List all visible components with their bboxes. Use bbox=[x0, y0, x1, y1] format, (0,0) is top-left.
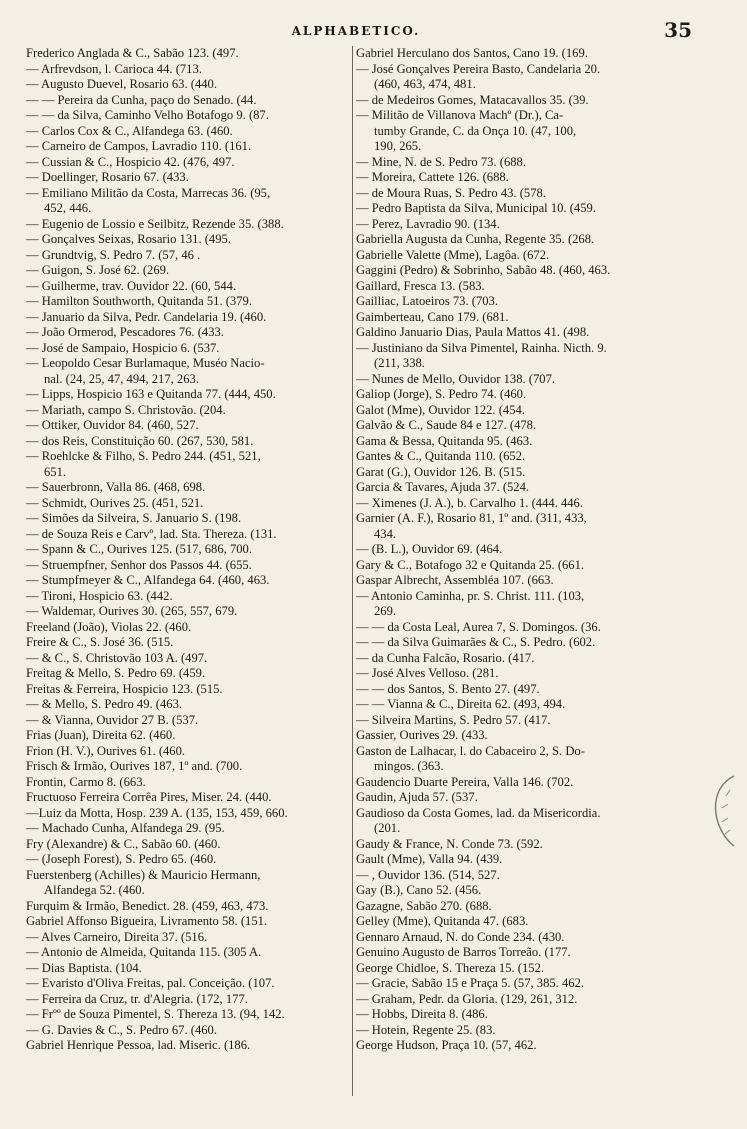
directory-entry: — Perez, Lavradio 90. (134. bbox=[356, 216, 500, 231]
directory-entry: — Sauerbronn, Valla 86. (468, 698. bbox=[26, 480, 206, 494]
directory-entry: — Januario da Silva, Pedr. Candelaria 19. (460. bbox=[26, 309, 267, 324]
directory-entry: Frisch & Irmão, Ourives 187, 1º and. (700. bbox=[26, 759, 243, 773]
directory-entry: Gay (B.), Cano 52. (456. bbox=[356, 883, 482, 897]
directory-entry: — Doellinger, Rosario 67. (433. bbox=[26, 170, 189, 184]
directory-entry: Gennaro Arnaud, N. do Conde 234. (430. bbox=[356, 929, 565, 944]
directory-entry: Furquim & Irmão, Benedict. 28. (459, 463, 473. bbox=[26, 898, 269, 913]
directory-entry: Gazagne, Sabão 270. (688. bbox=[356, 898, 492, 913]
directory-entry: — — Pereira da Cunha, paço do Senado. (44. bbox=[26, 92, 257, 107]
directory-entry: —Luiz da Motta, Hosp. 239 A. (135, 153, 459, 660. bbox=[26, 805, 288, 820]
directory-entry: — Militão de Villanova Machº (Dr.), Ca- bbox=[356, 108, 564, 122]
directory-entry: — Waldemar, Ourives 30. (265, 557, 679. bbox=[26, 604, 238, 618]
directory-entry: — Alves Carneiro, Direita 37. (516. bbox=[26, 929, 208, 944]
column-divider bbox=[352, 46, 353, 1096]
directory-entry: George Hudson, Praça 10. (57, 462. bbox=[356, 1038, 537, 1052]
directory-entry: — & Vianna, Ouvidor 27 B. (537. bbox=[26, 712, 199, 727]
directory-entry: Frontin, Carmo 8. (663. bbox=[26, 774, 146, 789]
directory-entry: — Carneiro de Campos, Lavradio 110. (161. bbox=[26, 139, 252, 153]
directory-entry: — João Ormerod, Pescadores 76. (433. bbox=[26, 325, 224, 339]
directory-entry: — , Ouvidor 136. (514, 527. bbox=[356, 867, 500, 882]
page-header bbox=[26, 18, 692, 44]
directory-entry: nal. (24, 25, 47, 494, 217, 263. bbox=[44, 371, 199, 386]
directory-entry: Galiop (Jorge), S. Pedro 74. (460. bbox=[356, 387, 527, 401]
directory-entry: Gabriel Affonso Bigueira, Livramento 58. (151. bbox=[26, 914, 268, 928]
directory-entry: — G. Davies & C., S. Pedro 67. (460. bbox=[26, 1022, 217, 1037]
directory-entry: — Gonçalves Seixas, Rosario 131. (495. bbox=[26, 232, 231, 246]
directory-entry: Gassier, Ourives 29. (433. bbox=[356, 728, 488, 742]
directory-entry: — Antonio de Almeida, Quitanda 115. (305 A. bbox=[26, 945, 262, 959]
directory-entry: — Carlos Cox & C., Alfandega 63. (460. bbox=[26, 123, 233, 138]
directory-entry: — Grundtvig, S. Pedro 7. (57, 46 . bbox=[26, 247, 201, 262]
directory-entry: — Struempfner, Senhor dos Passos 44. (655. bbox=[26, 557, 252, 572]
directory-entry: Gaudy & France, N. Conde 73. (592. bbox=[356, 836, 543, 851]
directory-entry: Gama & Bessa, Quitanda 95. (463. bbox=[356, 433, 533, 448]
directory-entry: — José de Sampaio, Hospicio 6. (537. bbox=[26, 340, 220, 355]
directory-entry: — José Alves Velloso. (281. bbox=[356, 666, 499, 680]
directory-entry: 434. bbox=[374, 526, 397, 541]
directory-entry: — Ferreira da Cruz, tr. d'Alegria. (172, 177. bbox=[26, 991, 248, 1006]
directory-entry: — de Moura Ruas, S. Pedro 43. (578. bbox=[356, 185, 546, 200]
directory-entry: — Guigon, S. José 62. (269. bbox=[26, 263, 170, 277]
directory-entry: — — da Silva Guimarães & C., S. Pedro. (602. bbox=[356, 635, 596, 649]
directory-entry: Galvão & C., Saude 84 e 127. (478. bbox=[356, 418, 537, 432]
directory-entry: — José Gonçalves Pereira Basto, Candelaria 20. bbox=[356, 61, 601, 76]
directory-entry: — Graham, Pedr. da Gloria. (129, 261, 312. bbox=[356, 991, 578, 1006]
directory-entry: Gaudin, Ajuda 57. (537. bbox=[356, 790, 478, 804]
directory-entry: Gaspar Albrecht, Assembléa 107. (663. bbox=[356, 573, 554, 587]
directory-entry: — de Souza Reis e Carvº, lad. Sta. Thereza. (131. bbox=[26, 526, 277, 541]
entries-columns bbox=[26, 46, 686, 1116]
directory-entry: — & Mello, S. Pedro 49. (463. bbox=[26, 697, 183, 711]
margin-ornament-icon bbox=[704, 770, 738, 850]
directory-entry: — Nunes de Mello, Ouvidor 138. (707. bbox=[356, 371, 556, 386]
directory-entry: — de Medeiros Gomes, Matacavallos 35. (39. bbox=[356, 92, 589, 107]
directory-entry: 190, 265. bbox=[374, 139, 422, 153]
directory-entry: — Augusto Duevel, Rosario 63. (440. bbox=[26, 77, 217, 91]
directory-entry: Freitag & Mello, S. Pedro 69. (459. bbox=[26, 666, 206, 680]
directory-entry: tumby Grande, C. da Onça 10. (47, 100, bbox=[374, 123, 577, 138]
directory-entry: — Antonio Caminha, pr. S. Christ. 111. (103, bbox=[356, 588, 585, 603]
directory-entry: Frion (H. V.), Ourives 61. (460. bbox=[26, 743, 186, 758]
directory-entry: Gaillard, Fresca 13. (583. bbox=[356, 278, 485, 293]
directory-entry: Freire & C., S. José 36. (515. bbox=[26, 635, 174, 649]
directory-entry: — (B. L.), Ouvidor 69. (464. bbox=[356, 542, 503, 556]
directory-entry: — dos Reis, Constituição 60. (267, 530, 581. bbox=[26, 433, 254, 448]
directory-entry: — Dias Baptista. (104. bbox=[26, 960, 142, 975]
directory-entry: Garat (G.), Ouvidor 126. B. (515. bbox=[356, 464, 526, 479]
directory-entry: 452, 446. bbox=[44, 201, 92, 215]
directory-entry: — — da Costa Leal, Aurea 7, S. Domingos. (36. bbox=[356, 619, 601, 634]
directory-entry: Gabriella Augusta da Cunha, Regente 35. (268. bbox=[356, 232, 595, 246]
directory-entry: — Lipps, Hospicio 163 e Quitanda 77. (444, 450. bbox=[26, 387, 276, 401]
directory-entry: — Schmidt, Ourives 25. (451, 521. bbox=[26, 495, 204, 510]
directory-entry: — Silveira Martins, S. Pedro 57. (417. bbox=[356, 712, 551, 727]
directory-entry: — Evaristo d'Oliva Freitas, pal. Conceição. (107. bbox=[26, 976, 275, 990]
directory-entry: Gailliac, Latoeiros 73. (703. bbox=[356, 294, 498, 308]
directory-entry: — Simões da Silveira, S. Januario S. (198. bbox=[26, 511, 242, 525]
directory-entry: Frederico Anglada & C., Sabão 123. (497. bbox=[26, 46, 239, 60]
directory-entry: Gaston de Lalhacar, l. do Cabaceiro 2, S. Do- bbox=[356, 743, 585, 758]
directory-entry: — Hamilton Southworth, Quitanda 51. (379. bbox=[26, 294, 252, 308]
directory-entry: — Moreira, Cattete 126. (688. bbox=[356, 170, 509, 184]
directory-entry: Gaimberteau, Cano 179. (681. bbox=[356, 309, 509, 324]
directory-entry: — Justiniano da Silva Pimentel, Rainha. Nicth. 9. bbox=[356, 340, 607, 355]
directory-entry: Gelley (Mme), Quitanda 47. (683. bbox=[356, 914, 529, 928]
directory-entry: Fructuoso Ferreira Corrêa Pires, Miser. 24. (440. bbox=[26, 790, 272, 804]
directory-entry: — Frºº de Souza Pimentel, S. Thereza 13. (94, 142. bbox=[26, 1007, 285, 1021]
directory-entry: — Roehlcke & Filho, S. Pedro 244. (451, 521, bbox=[26, 449, 261, 463]
directory-entry: Fuerstenberg (Achilles) & Mauricio Hermann, bbox=[26, 867, 261, 882]
directory-entry: Alfandega 52. (460. bbox=[44, 883, 145, 897]
right-column bbox=[356, 46, 680, 1054]
directory-entry: Gabriel Henrique Pessoa, lad. Miseric. (186. bbox=[26, 1038, 251, 1052]
directory-entry: — Hotein, Regente 25. (83. bbox=[356, 1022, 496, 1037]
directory-entry: — Tironi, Hospicio 63. (442. bbox=[26, 588, 173, 603]
directory-entry: — Ottiker, Ouvidor 84. (460, 527. bbox=[26, 418, 199, 432]
directory-entry: Garnier (A. F.), Rosario 81, 1º and. (311, 433, bbox=[356, 511, 587, 525]
directory-entry: — — dos Santos, S. Bento 27. (497. bbox=[356, 681, 540, 696]
directory-entry: — & C., S. Christovão 103 A. (497. bbox=[26, 650, 208, 665]
directory-entry: — Guilherme, trav. Ouvidor 22. (60, 544. bbox=[26, 278, 237, 293]
directory-entry: — Cussian & C., Hospicio 42. (476, 497. bbox=[26, 154, 235, 169]
directory-entry: Fry (Alexandre) & C., Sabão 60. (460. bbox=[26, 836, 221, 851]
directory-entry: (211, 338. bbox=[374, 356, 425, 370]
directory-entry: — Arfrevdson, l. Carioca 44. (713. bbox=[26, 61, 202, 76]
directory-entry: 651. bbox=[44, 464, 67, 479]
directory-entry: — Mine, N. de S. Pedro 73. (688. bbox=[356, 154, 527, 169]
directory-entry: 269. bbox=[374, 604, 397, 618]
directory-entry: — Leopoldo Cesar Burlamaque, Muséo Nacio- bbox=[26, 356, 265, 370]
directory-entry: Gaudencio Duarte Pereira, Valla 146. (702. bbox=[356, 774, 574, 789]
directory-entry: — Mariath, campo S. Christovão. (204. bbox=[26, 402, 226, 417]
directory-entry: Gault (Mme), Valla 94. (439. bbox=[356, 852, 503, 866]
directory-entry: Genuino Augusto de Barros Torreão. (177. bbox=[356, 945, 571, 959]
directory-entry: Gantes & C., Quitanda 110. (652. bbox=[356, 449, 526, 463]
directory-entry: Galot (Mme), Ouvidor 122. (454. bbox=[356, 402, 525, 417]
running-title: ALPHABETICO. bbox=[291, 24, 421, 38]
directory-entry: mingos. (363. bbox=[374, 759, 444, 773]
left-column bbox=[26, 46, 350, 1054]
directory-entry: (460, 463, 474, 481. bbox=[374, 77, 476, 91]
directory-entry: — da Cunha Falcão, Rosario. (417. bbox=[356, 650, 535, 665]
directory-entry: — Pedro Baptista da Silva, Municipal 10. (459. bbox=[356, 201, 596, 215]
directory-entry: Gaudioso da Costa Gomes, lad. da Misericordia. bbox=[356, 805, 601, 820]
directory-entry: Gabriel Herculano dos Santos, Cano 19. (169. bbox=[356, 46, 588, 60]
directory-entry: Gabrielle Valette (Mme), Lagôa. (672. bbox=[356, 247, 550, 262]
directory-entry: Garcia & Tavares, Ajuda 37. (524. bbox=[356, 480, 530, 494]
directory-entry: — Hobbs, Direita 8. (486. bbox=[356, 1007, 488, 1021]
directory-entry: — (Joseph Forest), S. Pedro 65. (460. bbox=[26, 852, 217, 866]
directory-entry: — Gracie, Sabão 15 e Praça 5. (57, 385. 462. bbox=[356, 976, 585, 990]
directory-entry: Freeland (João), Violas 22. (460. bbox=[26, 619, 192, 634]
directory-entry: — Stumpfmeyer & C., Alfandega 64. (460, 463. bbox=[26, 573, 270, 587]
directory-entry: — Spann & C., Ourives 125. (517, 686, 700. bbox=[26, 542, 252, 556]
directory-entry: (201. bbox=[374, 821, 401, 835]
directory-entry: Frias (Juan), Direita 62. (460. bbox=[26, 728, 176, 742]
directory-entry: Gaggini (Pedro) & Sobrinho, Sabão 48. (460, 463. bbox=[356, 263, 611, 277]
directory-entry: — Emiliano Militão da Costa, Marrecas 36. (95, bbox=[26, 185, 271, 200]
directory-entry: — Ximenes (J. A.), b. Carvalho 1. (444. 446. bbox=[356, 495, 584, 510]
directory-entry: George Chidloe, S. Thereza 15. (152. bbox=[356, 960, 545, 975]
directory-entry: — — da Silva, Caminho Velho Botafogo 9. (87. bbox=[26, 108, 269, 122]
directory-entry: Freitas & Ferreira, Hospicio 123. (515. bbox=[26, 681, 223, 696]
directory-entry: — Eugenio de Lossio e Seilbitz, Rezende 35. (388. bbox=[26, 216, 284, 231]
directory-entry: — Machado Cunha, Alfandega 29. (95. bbox=[26, 821, 225, 835]
directory-entry: Galdino Januario Dias, Paula Mattos 41. (498. bbox=[356, 325, 590, 339]
directory-entry: Gary & C., Botafogo 32 e Quitanda 25. (661. bbox=[356, 557, 585, 572]
page-number: 35 bbox=[664, 18, 692, 42]
directory-entry: — — Vianna & C., Direita 62. (493, 494. bbox=[356, 697, 566, 711]
